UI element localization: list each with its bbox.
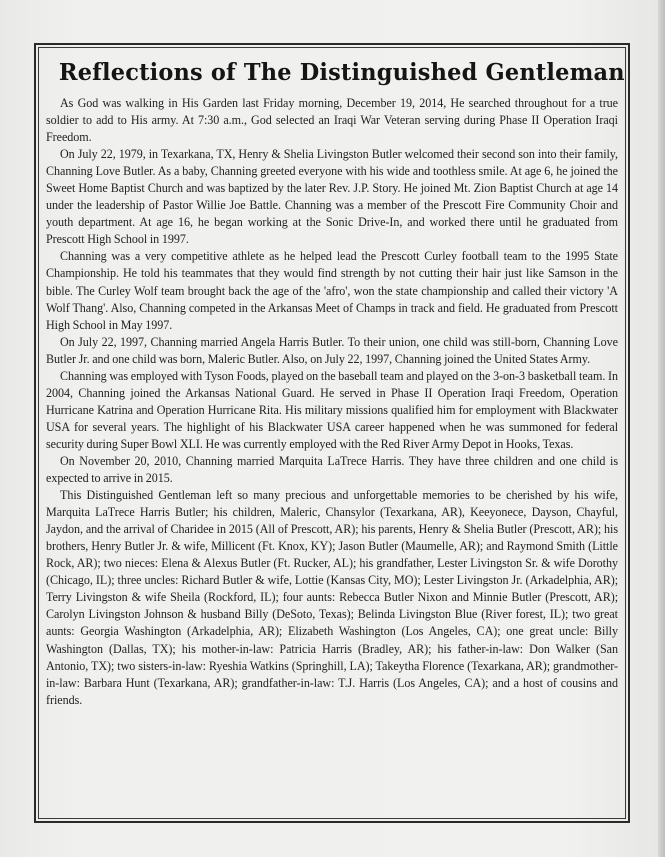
paragraph-early-life: On July 22, 1979, in Texarkana, TX, Henry & Shelia Livingston Butler welcomed their second son into their family, Channing Love Butler. As a baby, Channing greeted everyone with his wide and toothless smile. At age 6, he joined the Sweet Home Baptist Church and was baptized by the later Rev. J.P. Story. He joined Mt. Zion Baptist Church at age 14 under the leadership of Pastor Willie Joe Battle. Channing was a member of the Prescott Fire Community Choir and youth department. At age 16, he began working at the Sonic Drive-In, and worked there until he graduated from Prescott High School in 1997. (46, 147, 618, 247)
paragraph-second-marriage: On November 20, 2010, Channing married Marquita LaTrece Harris. They have three children and one child is expected to arrive in 2015. (46, 453, 618, 486)
page-edge-shadow (658, 0, 665, 857)
paragraph-career: Channing was employed with Tyson Foods, played on the baseball team and played on the 3-on-3 basketball team. In 2004, Channing joined the Arkansas National Guard. He served in Phase II Operation Iraqi Freedom, Operation Hurricane Katrina and Operation Hurricane Rita. His military missions qualified him for employment with Blackwater USA for several years. The highlight of his Blackwater USA career happened when he was summoned for federal security during Super Bowl XLI. He was currently employed with the Red River Army Depot in Hooks, Texas. (46, 368, 618, 451)
obituary-body (46, 95, 618, 709)
obituary-content (46, 52, 625, 709)
paragraph-athletics: Channing was a very competitive athlete as he helped lead the Prescott Curley football team to the 1995 State Championship. He told his teammates that they would find strength by not cutting their hair just like Samson in the bible. The Curley Wolf team brought back the age of the 'afro', won the state championship and called their victory 'A Wolf Thang'. Also, Channing competed in the Arkansas Meet of Champs in track and field. He graduated from Prescott High School in May 1997. (46, 249, 618, 332)
page-title: Reflections of The Distinguished Gentleman (58, 58, 625, 86)
paragraph-passing: As God was walking in His Garden last Friday morning, December 19, 2014, He searched throughout for a true soldier to add to His army. At 7:30 a.m., God selected an Iraqi War Veteran serving during Phase II Operation Iraqi Freedom. (46, 96, 618, 145)
paragraph-first-marriage: On July 22, 1997, Channing married Angela Harris Butler. To their union, one child was still-born, Channing Love Butler Jr. and one child was born, Maleric Butler. Also, on July 22, 1997, Channing joined the United States Army. (46, 334, 618, 366)
paragraph-survivors: This Distinguished Gentleman left so many precious and unforgettable memories to be cherished by his wife, Marquita LaTrece Harris Butler; his children, Maleric, Chansylor (Texarkana, AR), Keeyonece, Dayson, Chayful, Jaydon, and the arrival of Charidee in 2015 (All of Prescott, AR); his parents, Henry & Shelia Butler (Prescott, AR); his brothers, Henry Butler Jr. & wife, Millicent (Ft. Knox, KY); Jason Butler (Maumelle, AR); and Raymond Smith (Little Rock, AR); two nieces: Elena & Alexus Butler (Ft. Rucker, AL); his grandfather, Lester Livingston Sr. & wife Dorothy (Chicago, IL); three uncles: Richard Butler & wife, Lottie (Kansas City, MO); Lester Livingston Jr. (Arkadelphia, AR); Terry Livingston & wife Sheila (Rockford, IL); four aunts: Rebecca Butler Nixon and Minnie Butler (Prescott, AR); Carolyn Livingston Johnson & husband Billy (DeSoto, Texas); Belinda Livingston Blue (River forest, IL); two great aunts: Georgia Washington (Arkadelphia, AR); Elizabeth Washington (Los Angeles, CA); one great uncle: Billy Washington (Dallas, TX); his mother-in-law: Patricia Harris (Bradley, AR); his father-in-law: Don Walker (San Antonio, TX); two sisters-in-law: Ryeshia Watkins (Springhill, LA); Takeytha Florence (Texarkana, AR); grandmother-in-law: Barbara Hunt (Texarkana, AR); grandfather-in-law: T.J. Harris (Los Angeles, CA); and a host of cousins and friends. (46, 488, 618, 707)
